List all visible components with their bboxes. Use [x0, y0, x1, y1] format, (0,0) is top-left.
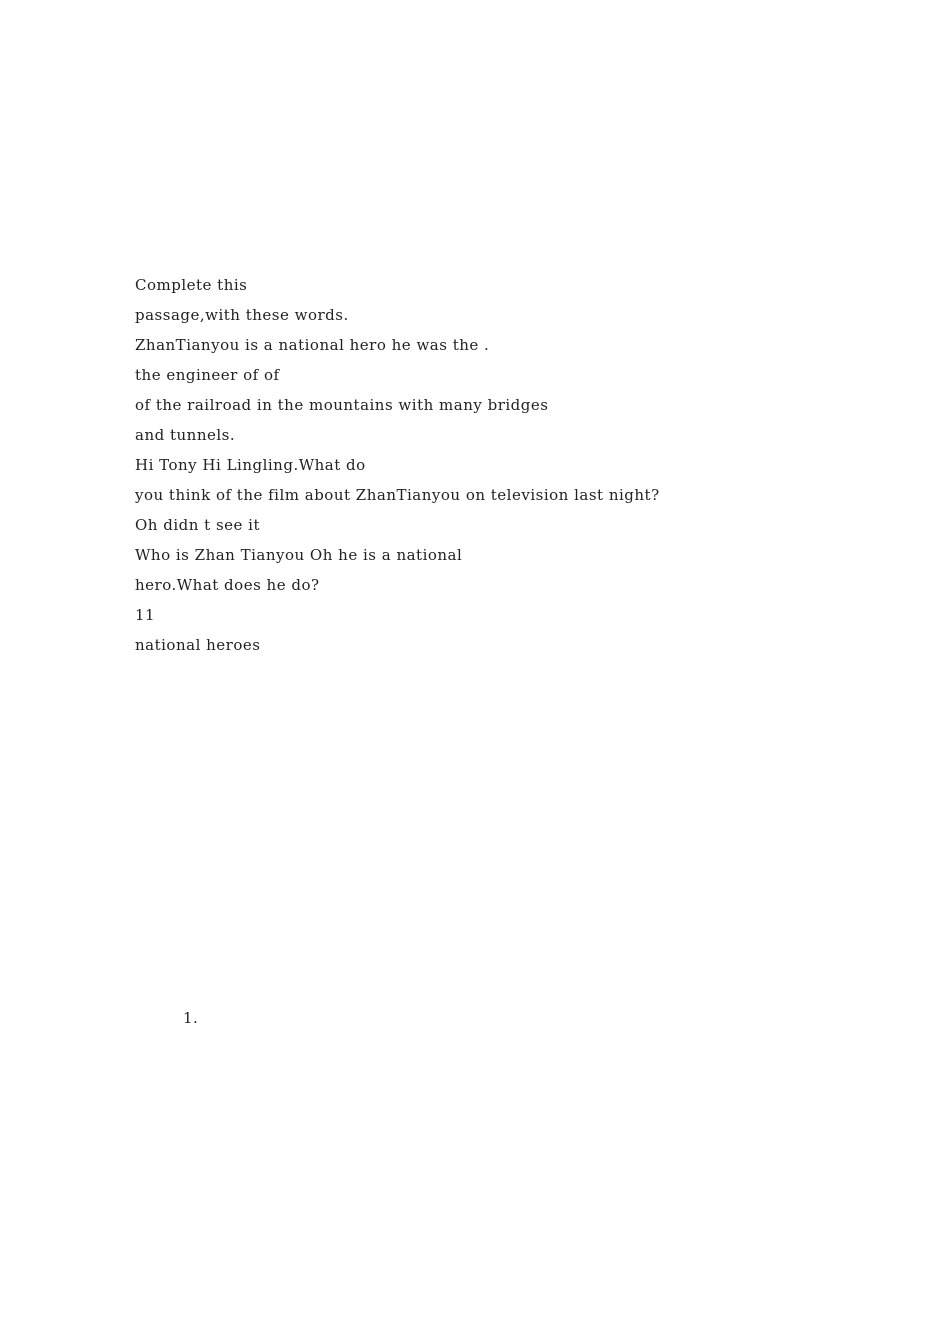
section-heading	[0, 774, 950, 796]
text-line: 11	[135, 606, 156, 624]
text-line	[135, 857, 775, 879]
text-line	[135, 244, 775, 266]
text-line: Oh didn t see it	[135, 516, 260, 534]
text-line: Complete this	[135, 276, 248, 294]
text-line	[183, 1127, 775, 1149]
text-line	[135, 664, 775, 686]
text-line	[135, 1157, 775, 1179]
text-line	[135, 694, 775, 716]
text-line	[183, 827, 775, 849]
text-line	[135, 724, 775, 746]
text-line	[135, 977, 775, 999]
text-line: and tunnels.	[135, 426, 236, 444]
text-line	[135, 1067, 775, 1089]
text-line	[135, 214, 775, 236]
text-line: passage,with these words.	[135, 306, 349, 324]
text-line: hero.What does he do?	[135, 576, 320, 594]
text-line: Who is Zhan Tianyou Oh he is a national	[135, 546, 463, 564]
text-line	[135, 887, 775, 909]
text-line	[135, 917, 775, 939]
text-line	[135, 184, 775, 206]
text-line	[135, 1097, 775, 1119]
text-line	[135, 1187, 775, 1209]
text-line: national heroes	[135, 636, 261, 654]
text-line	[183, 154, 775, 176]
text-line: ZhanTianyou is a national hero he was the .	[135, 336, 490, 354]
subheading: 1.	[183, 1009, 199, 1027]
text-line: you think of the film about ZhanTianyou on television last night?	[135, 486, 660, 504]
text-line: the engineer of of	[135, 366, 280, 384]
text-line	[183, 1037, 775, 1059]
text-line: Hi Tony Hi Lingling.What do	[135, 456, 366, 474]
text-line	[135, 947, 775, 969]
text-line: of the railroad in the mountains with many bridges	[135, 396, 549, 414]
text-line	[135, 124, 775, 146]
